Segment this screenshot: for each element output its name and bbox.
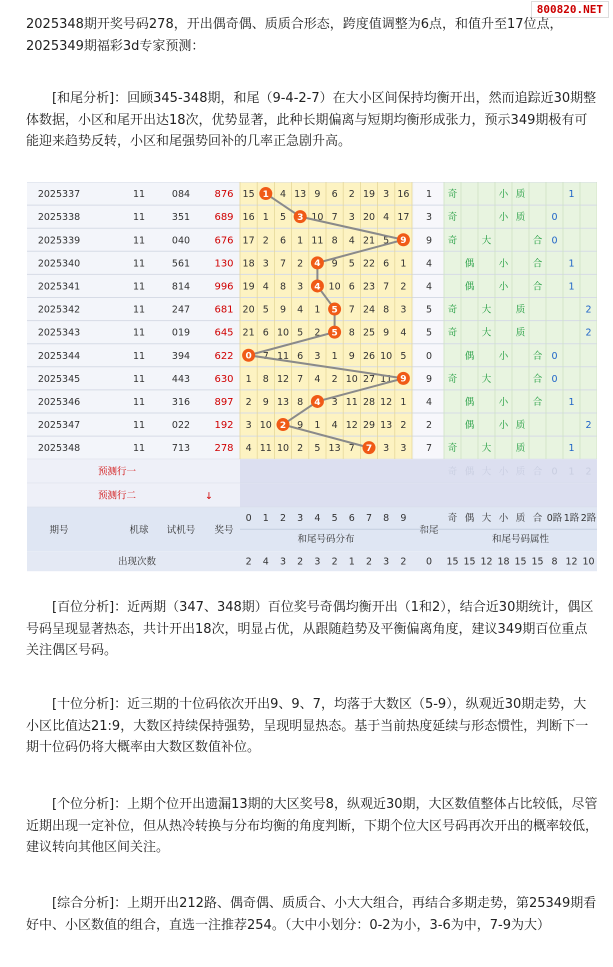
digit-count: 4	[262, 556, 269, 568]
header-digit: 3	[297, 513, 304, 525]
prize-cell: 192	[214, 420, 234, 432]
attr-big-small: 大	[481, 327, 492, 339]
omission-cell: 19	[362, 189, 376, 201]
omission-cell: 6	[297, 350, 304, 362]
omission-cell: 8	[331, 235, 338, 247]
omission-cell: 5	[348, 258, 355, 270]
attr-odd-even: 偶	[464, 350, 475, 362]
prediction-arrow: ↓	[205, 491, 213, 503]
attr-count: 12	[565, 556, 578, 568]
header-digit: 5	[331, 513, 338, 525]
attr-count: 12	[480, 556, 493, 568]
omission-cell: 10	[345, 373, 358, 385]
tail-ball-label: 0	[245, 351, 252, 362]
attr-odd-even: 奇	[447, 373, 458, 385]
hewei-analysis: [和尾分析]：回顾345-348期，和尾（9-4-2-7）在大小区间保持均衡开出，然而追踪近30期整体数据，小区和尾开出达18次，优势显著，此种长期偏离与短期均衡形成张力，预示349期极有可能迎来趋势反转，小区和尾强势回补的几率正急剧升高。	[26, 91, 597, 149]
tail-ball-label: 4	[314, 397, 321, 408]
attr-prime: 质	[515, 327, 526, 339]
tail-ball-label: 1	[262, 189, 269, 200]
prediction-grid-bg	[240, 483, 597, 507]
trial-cell: 443	[171, 373, 191, 385]
attr-odd-even: 偶	[464, 420, 475, 432]
attr-route: 2	[585, 304, 592, 316]
omission-cell: 7	[348, 443, 355, 455]
attr-prime: 合	[532, 235, 543, 247]
issue-cell: 2025338	[37, 212, 81, 224]
issue-cell: 2025348	[37, 443, 81, 455]
prediction-attr-char: 2	[585, 466, 592, 478]
prize-cell: 689	[214, 212, 234, 224]
attr-big-small: 小	[498, 189, 509, 201]
attr-route: 0	[551, 212, 558, 224]
trial-cell: 019	[171, 327, 191, 339]
attr-odd-even: 奇	[447, 327, 458, 339]
attr-count: 18	[497, 556, 510, 568]
header-issue: 期号	[49, 525, 69, 537]
trial-cell: 040	[171, 235, 191, 247]
shi-analysis: [十位分析]：近三期的十位码依次开出9、9、7，均落于大数区（5-9），纵观近30期走势，大小区比值达21:9，大数区持续保持强势，呈现明显热态。基于当前热度延续与形态惯性，判断下一期十位码仍将大概率由大数区数值补位。	[26, 697, 589, 755]
attr-prime: 合	[532, 258, 543, 270]
omission-cell: 13	[294, 189, 307, 201]
omission-cell: 3	[383, 443, 390, 455]
digit-count: 3	[383, 556, 390, 568]
omission-cell: 1	[314, 420, 321, 432]
omission-cell: 17	[242, 235, 255, 247]
header-digit: 4	[314, 513, 321, 525]
omission-cell: 11	[311, 235, 324, 247]
omission-cell: 13	[328, 443, 341, 455]
omission-cell: 1	[314, 304, 321, 316]
omission-cell: 21	[362, 235, 376, 247]
attr-big-small: 小	[498, 258, 509, 270]
omission-cell: 2	[400, 281, 407, 293]
prediction-grid-bg	[240, 459, 597, 483]
attr-big-small: 小	[498, 212, 509, 224]
header-digit: 0	[245, 513, 252, 525]
omission-cell: 1	[245, 373, 252, 385]
prediction-attr-char: 0	[551, 466, 558, 478]
attr-count: 8	[551, 556, 558, 568]
header-attr: 奇	[447, 513, 458, 525]
header-attr: 2路	[580, 513, 597, 525]
issue-cell: 2025344	[37, 350, 81, 362]
tail-cell: 5	[425, 327, 433, 339]
omission-cell: 11	[276, 350, 290, 362]
machine-cell: 11	[132, 258, 146, 270]
omission-cell: 2	[331, 373, 338, 385]
omission-cell: 4	[245, 443, 252, 455]
attr-route: 1	[568, 281, 575, 293]
machine-cell: 11	[132, 396, 146, 408]
issue-cell: 2025347	[37, 420, 81, 432]
issue-cell: 2025346	[37, 396, 81, 408]
omission-cell: 5	[400, 350, 407, 362]
prediction-attr-char: 大	[481, 466, 492, 478]
machine-cell: 11	[132, 281, 146, 293]
attr-route: 1	[568, 258, 575, 270]
attr-big-small: 大	[481, 304, 492, 316]
omission-cell: 13	[380, 420, 393, 432]
header-digit: 1	[262, 513, 269, 525]
omission-cell: 3	[348, 212, 355, 224]
omission-cell: 2	[314, 327, 321, 339]
omission-cell: 2	[297, 258, 304, 270]
omission-cell: 5	[314, 443, 321, 455]
omission-cell: 6	[383, 258, 390, 270]
omission-cell: 5	[297, 327, 304, 339]
prize-cell: 645	[214, 327, 234, 339]
omission-cell: 19	[242, 281, 255, 293]
digit-count: 2	[297, 556, 304, 568]
trial-cell: 713	[171, 443, 191, 455]
header-attr: 合	[532, 513, 543, 525]
omission-cell: 4	[331, 420, 338, 432]
omission-cell: 16	[242, 212, 255, 224]
omission-cell: 24	[362, 304, 376, 316]
omission-cell: 20	[362, 212, 376, 224]
omission-cell: 5	[383, 235, 390, 247]
prediction-attr-char: 小	[498, 466, 509, 478]
attr-prime: 质	[515, 420, 526, 432]
omission-cell: 26	[362, 350, 376, 362]
omission-cell: 5	[262, 304, 269, 316]
omission-cell: 1	[331, 350, 338, 362]
omission-cell: 9	[314, 189, 321, 201]
tail-cell: 4	[425, 281, 433, 293]
omission-cell: 12	[380, 396, 393, 408]
attr-count: 15	[463, 556, 476, 568]
attr-odd-even: 奇	[447, 304, 458, 316]
header-digit: 2	[279, 513, 287, 525]
omission-cell: 29	[362, 420, 376, 432]
trial-cell: 316	[171, 396, 191, 408]
machine-cell: 11	[132, 350, 146, 362]
counts-row-bg	[27, 551, 597, 571]
omission-cell: 10	[311, 212, 324, 224]
omission-cell: 18	[242, 258, 255, 270]
attr-big-small: 小	[498, 396, 509, 408]
header-digit: 8	[383, 513, 390, 525]
omission-cell: 7	[279, 258, 287, 270]
omission-cell: 20	[242, 304, 255, 316]
omission-cell: 7	[348, 304, 355, 316]
digit-count: 2	[365, 556, 373, 568]
omission-cell: 7	[331, 212, 338, 224]
omission-cell: 1	[400, 396, 407, 408]
prize-cell: 622	[214, 350, 234, 362]
tail-cell: 9	[425, 373, 433, 385]
tail-cell: 2	[425, 420, 433, 432]
omission-cell: 17	[397, 212, 410, 224]
omission-cell: 1	[297, 235, 304, 247]
omission-cell: 3	[400, 443, 407, 455]
omission-cell: 6	[262, 327, 269, 339]
trend-chart	[27, 182, 597, 572]
omission-cell: 1	[262, 212, 269, 224]
machine-cell: 11	[132, 189, 146, 201]
omission-cell: 4	[314, 373, 321, 385]
attr-route: 1	[568, 189, 575, 201]
prediction-row-label: 预测行一	[97, 466, 137, 478]
attr-prime: 合	[532, 281, 543, 293]
attr-prime: 合	[532, 396, 543, 408]
trial-cell: 814	[171, 281, 191, 293]
attr-prime: 合	[532, 350, 543, 362]
trial-cell: 084	[171, 189, 191, 201]
header-attr: 质	[515, 513, 526, 525]
omission-cell: 9	[383, 327, 390, 339]
attr-odd-even: 奇	[447, 235, 458, 247]
zonghe-analysis: [综合分析]：上期开出212路、偶奇偶、质质合、小大大组合，再结合多期走势，第25349期看好中、小区数值的组合，直选一注推荐254。（大中小划分：0-2为小，3-6为中，7-9为大）	[26, 896, 597, 933]
trial-cell: 022	[171, 420, 191, 432]
machine-cell: 11	[132, 373, 146, 385]
omission-cell: 2	[245, 396, 252, 408]
tail-ball-label: 4	[314, 259, 321, 270]
header-machine: 机球	[129, 525, 149, 537]
omission-cell: 8	[262, 373, 269, 385]
prize-cell: 676	[214, 235, 234, 247]
prediction-attr-char: 偶	[464, 466, 475, 478]
header-attr-label: 和尾号码属性	[491, 534, 550, 546]
attr-route: 0	[551, 373, 558, 385]
omission-cell: 11	[345, 396, 358, 408]
issue-cell: 2025345	[37, 373, 81, 385]
attr-prime: 合	[532, 373, 543, 385]
attr-odd-even: 偶	[464, 281, 475, 293]
attr-big-small: 小	[498, 350, 509, 362]
digit-count: 1	[348, 556, 355, 568]
attr-route: 1	[568, 443, 575, 455]
omission-cell: 4	[400, 327, 407, 339]
omission-cell: 28	[362, 396, 376, 408]
machine-cell: 11	[132, 443, 146, 455]
attr-prime: 质	[515, 212, 526, 224]
omission-cell: 11	[259, 443, 272, 455]
tail-ball-label: 5	[331, 305, 338, 316]
header-attr: 小	[498, 513, 509, 525]
attr-odd-even: 偶	[464, 396, 475, 408]
site-watermark: 800820.NET	[531, 1, 609, 18]
prize-cell: 876	[214, 189, 234, 201]
omission-cell: 23	[362, 281, 376, 293]
issue-cell: 2025339	[37, 235, 81, 247]
tail-count: 0	[425, 556, 433, 568]
omission-cell: 3	[297, 281, 304, 293]
attr-count: 10	[582, 556, 595, 568]
omission-cell: 4	[348, 235, 355, 247]
omission-cell: 3	[383, 189, 390, 201]
attr-route: 2	[585, 327, 592, 339]
omission-cell: 7	[383, 281, 390, 293]
tail-cell: 0	[425, 350, 433, 362]
tail-ball-label: 2	[279, 420, 287, 431]
omission-cell: 11	[380, 373, 393, 385]
attr-odd-even: 偶	[464, 258, 475, 270]
omission-cell: 12	[345, 420, 358, 432]
header-digit: 7	[365, 513, 373, 525]
tail-cell: 7	[425, 443, 433, 455]
header-digit: 9	[400, 513, 407, 525]
header-tail: 和尾	[419, 525, 439, 537]
omission-cell: 4	[279, 189, 287, 201]
omission-cell: 1	[400, 258, 407, 270]
omission-cell: 8	[279, 281, 287, 293]
prize-cell: 630	[214, 373, 234, 385]
tail-ball-label: 3	[297, 212, 304, 223]
prize-cell: 130	[214, 258, 234, 270]
omission-cell: 8	[383, 304, 390, 316]
omission-cell: 10	[328, 281, 341, 293]
tail-ball-label: 9	[400, 236, 407, 247]
attr-big-small: 大	[481, 373, 492, 385]
omission-cell: 10	[380, 350, 393, 362]
attr-big-small: 大	[481, 443, 492, 455]
header-dist-label: 和尾号码分布	[297, 534, 355, 546]
tail-cell: 1	[425, 189, 433, 201]
tail-ball-label: 9	[400, 374, 407, 385]
header-attr: 1路	[563, 513, 580, 525]
attr-prime: 质	[515, 443, 526, 455]
ge-analysis: [个位分析]：上期个位开出遗漏13期的大区奖号8，纵观近30期，大区数值整体占比较低，尽管近期出现一定补位，但从热冷转换与分布均衡的角度判断，下期个位大区号码再次开出的概率较低，建议转向其他区间关注。	[26, 797, 599, 855]
header-attr: 0路	[546, 513, 563, 525]
omission-cell: 12	[276, 373, 290, 385]
digit-count: 2	[331, 556, 338, 568]
omission-cell: 13	[276, 396, 290, 408]
digit-count: 2	[245, 556, 252, 568]
issue-cell: 2025341	[37, 281, 81, 293]
omission-cell: 15	[242, 189, 255, 201]
omission-cell: 10	[259, 420, 272, 432]
attr-odd-even: 奇	[447, 212, 458, 224]
prize-cell: 897	[214, 396, 234, 408]
machine-cell: 11	[132, 420, 146, 432]
header-prize: 奖号	[214, 525, 234, 537]
attr-big-small: 小	[498, 420, 509, 432]
attr-count: 15	[531, 556, 544, 568]
omission-cell: 9	[348, 350, 355, 362]
attr-big-small: 小	[498, 281, 509, 293]
omission-cell: 4	[262, 281, 269, 293]
issue-cell: 2025340	[37, 258, 81, 270]
header-attr: 偶	[464, 513, 475, 525]
attr-route: 1	[568, 396, 575, 408]
tail-cell: 9	[425, 235, 433, 247]
omission-cell: 10	[276, 443, 290, 455]
omission-cell: 4	[383, 212, 390, 224]
omission-cell: 7	[297, 373, 304, 385]
omission-cell: 6	[279, 235, 287, 247]
omission-cell: 25	[362, 327, 376, 339]
tail-ball-label: 7	[365, 443, 373, 454]
prize-cell: 681	[214, 304, 234, 316]
intro-paragraph: 2025348期开奖号码278，开出偶奇偶、质质合形态，跨度值调整为6点，和值升至17位点，2025349期福彩3d专家预测：	[26, 17, 563, 54]
tail-cell: 4	[425, 258, 433, 270]
omission-cell: 2	[400, 420, 407, 432]
prize-cell: 996	[214, 281, 234, 293]
attr-route: 0	[551, 350, 558, 362]
attr-prime: 质	[515, 189, 526, 201]
trial-cell: 394	[171, 350, 191, 362]
attr-odd-even: 奇	[447, 189, 458, 201]
tail-ball-label: 5	[331, 328, 338, 339]
prediction-row-label: 预测行二	[97, 490, 137, 502]
omission-cell: 3	[245, 420, 252, 432]
header-trial: 试机号	[166, 525, 196, 537]
trial-cell: 247	[171, 304, 191, 316]
omission-cell: 3	[262, 258, 269, 270]
issue-cell: 2025337	[37, 189, 81, 201]
attr-route: 0	[551, 235, 558, 247]
omission-cell: 16	[397, 189, 410, 201]
omission-cell: 2	[262, 235, 269, 247]
omission-cell: 9	[331, 258, 338, 270]
omission-cell: 9	[262, 396, 269, 408]
attr-odd-even: 奇	[447, 443, 458, 455]
prediction-attr-char: 合	[532, 466, 543, 478]
omission-cell: 10	[276, 327, 290, 339]
issue-cell: 2025342	[37, 304, 81, 316]
digit-count: 3	[314, 556, 321, 568]
omission-cell: 8	[297, 396, 304, 408]
prize-cell: 278	[214, 443, 234, 455]
machine-cell: 11	[132, 327, 146, 339]
tail-cell: 3	[425, 212, 433, 224]
tail-ball-label: 4	[314, 282, 321, 293]
omission-cell: 9	[279, 304, 287, 316]
omission-cell: 21	[242, 327, 255, 339]
omission-cell: 8	[348, 327, 355, 339]
counts-label: 出现次数	[117, 556, 157, 568]
trial-cell: 561	[171, 258, 191, 270]
machine-cell: 11	[132, 304, 146, 316]
prediction-attr-char: 奇	[447, 466, 458, 478]
bai-analysis: [百位分析]：近两期（347、348期）百位奖号奇偶均衡开出（1和2），结合近30期统计，偶区号码呈现显著热态，共计开出18次，明显占优，从跟随趋势及平衡偏离角度，建议349期百位重点关注偶区号码。	[26, 600, 594, 658]
attr-count: 15	[446, 556, 459, 568]
attr-prime: 质	[515, 304, 526, 316]
prediction-attr-char: 1	[568, 466, 575, 478]
omission-cell: 2	[297, 443, 304, 455]
tail-cell: 4	[425, 396, 433, 408]
tail-cell: 5	[425, 304, 433, 316]
machine-cell: 11	[132, 235, 146, 247]
header-digit: 6	[348, 513, 355, 525]
digit-count: 3	[279, 556, 287, 568]
omission-cell: 3	[331, 396, 338, 408]
issue-cell: 2025343	[37, 327, 81, 339]
omission-cell: 2	[348, 189, 355, 201]
omission-cell: 22	[362, 258, 376, 270]
omission-cell: 4	[297, 304, 304, 316]
machine-cell: 11	[132, 212, 146, 224]
omission-cell: 3	[314, 350, 321, 362]
attr-route: 2	[585, 420, 592, 432]
trend-chart-svg	[27, 182, 597, 572]
trial-cell: 351	[171, 212, 191, 224]
prediction-attr-char: 质	[515, 466, 526, 478]
omission-cell: 6	[331, 189, 338, 201]
omission-cell: 7	[262, 350, 269, 362]
omission-cell: 3	[400, 304, 407, 316]
attr-count: 15	[514, 556, 527, 568]
attr-big-small: 大	[481, 235, 492, 247]
header-attr: 大	[481, 513, 492, 525]
omission-cell: 5	[279, 212, 287, 224]
omission-cell: 6	[348, 281, 355, 293]
omission-cell: 27	[362, 373, 376, 385]
omission-cell: 9	[297, 420, 304, 432]
digit-count: 2	[400, 556, 407, 568]
